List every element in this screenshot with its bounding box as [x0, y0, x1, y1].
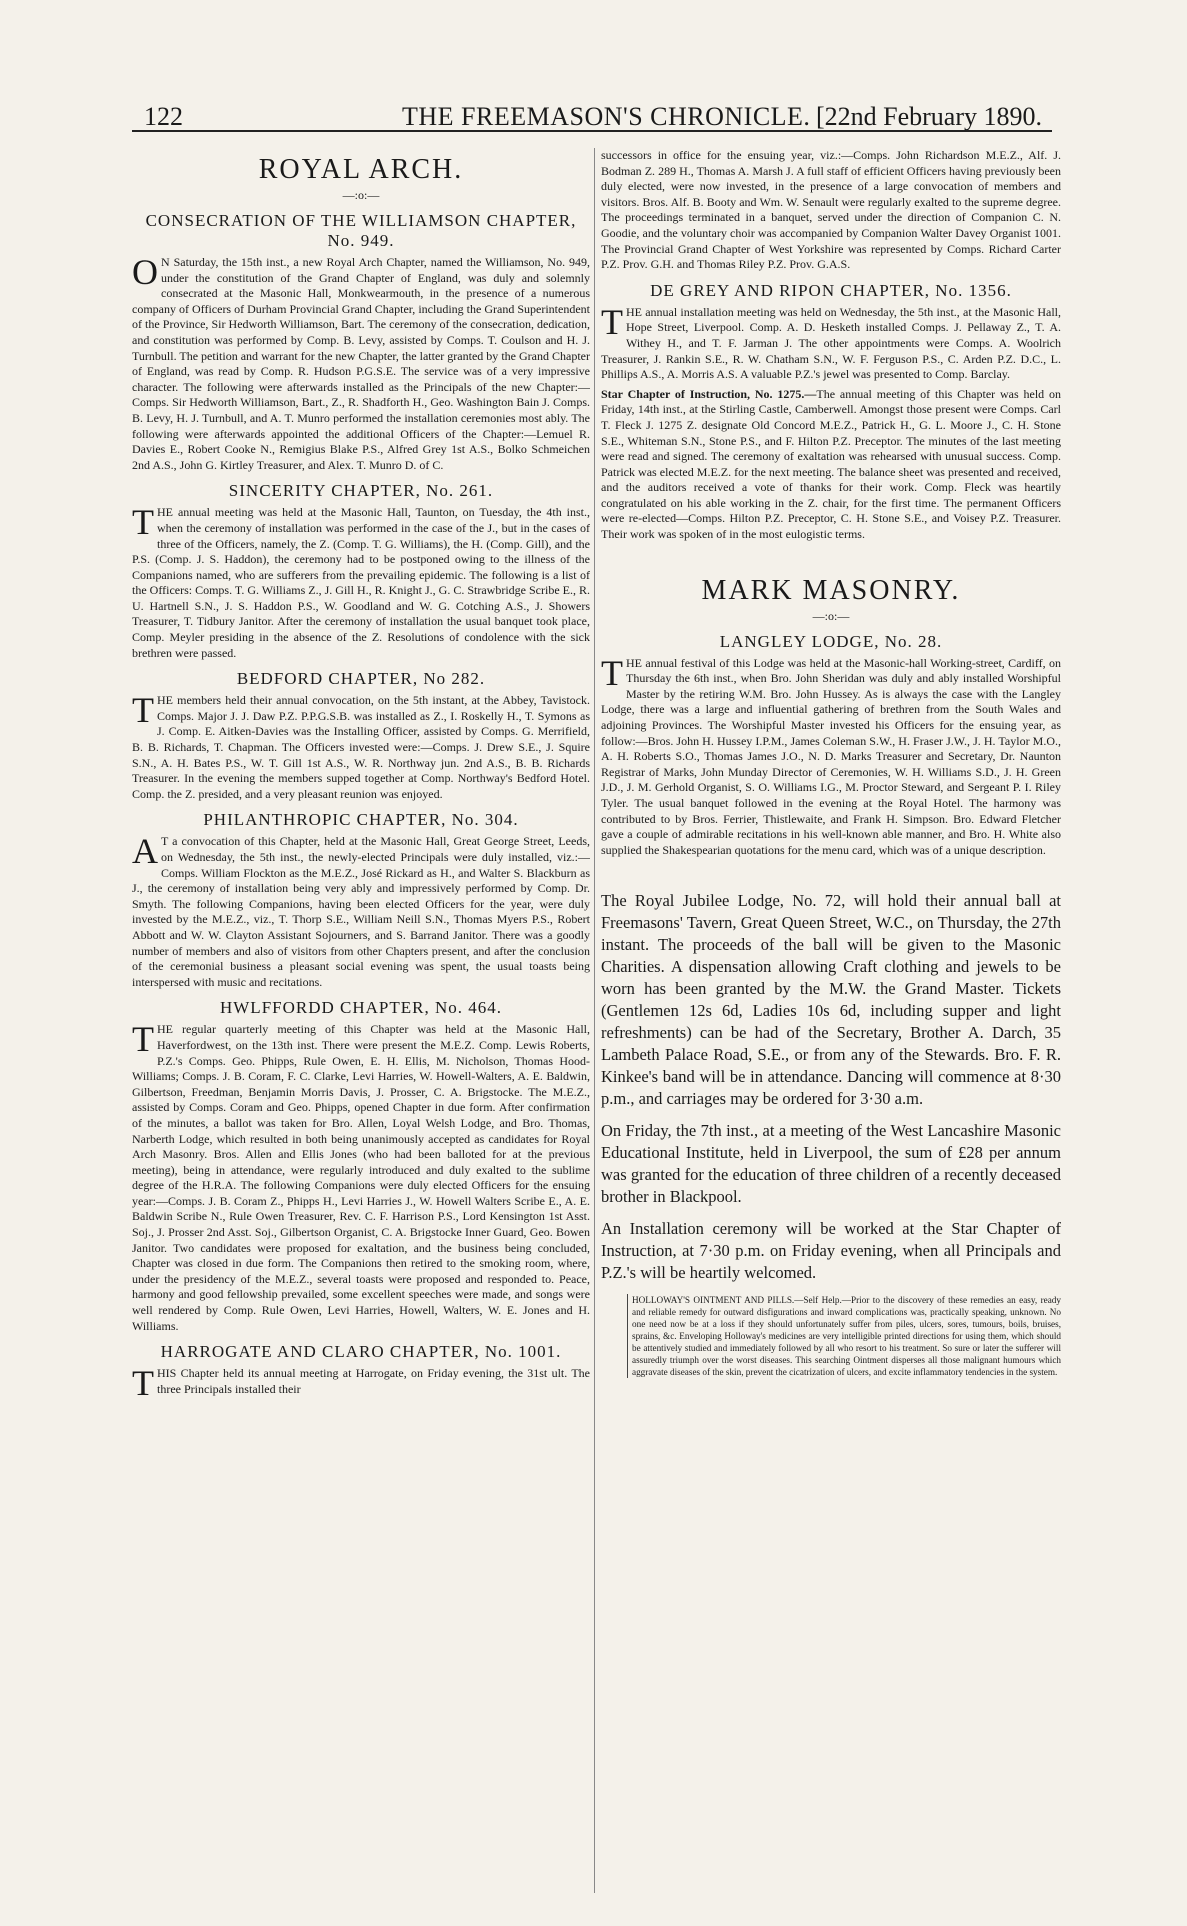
mark-masonry-heading: MARK MASONRY.	[701, 574, 961, 606]
drop-cap: T	[132, 1363, 154, 1404]
philanthropic-heading: PHILANTHROPIC CHAPTER, No. 304.	[203, 810, 519, 830]
sincerity-heading: SINCERITY CHAPTER, No. 261.	[228, 481, 494, 501]
drop-cap: T	[601, 301, 623, 342]
article-body: HE annual festival of this Lodge was held at the Masonic-hall Working-street, Cardiff, on Thursday the 6th inst., when Bro. John Sheridan was duly and ably installed Worshipful Master by the retiring W.M. Bro. John Hussey. As is always the case with the Langley Lodge, there was a large and influential gathering of brethren from the South Wales and adjoining Provinces. The Worshipful Master invested his Officers for the ensuing year, as follow:—Bros. John H. Hussey I.P.M., James Coleman S.W., H. Fraser J.W., J. H. Taylor M.O., A. H. Roberts S.O., Thomas James J.O., N. D. Marks Treasurer and Secretary, Dr. Naunton Registrar of Marks, John Munday Director of Ceremonies, W. H. Williams S.D., J. H. Green J.D., J. M. Gerhold Organist, S. O. Williams I.G., M. Proctor Steward, and Sergeant P. I. Riley Tyler. The usual banquet followed in the evening at the Royal Hotel. The harmony was contributed to by Bros. Ferrier, Thistlewaite, and Frank H. Simpson. Bro. Edward Fletcher gave a couple of admirable recitations in his well-known able manner, and Bro. H. White also supplied the Shakespearian quotations for the menu card, which was of a unique description.	[601, 655, 1061, 857]
hwlffordd-article	[132, 1019, 590, 1334]
harrogate-article	[132, 1363, 590, 1404]
bedford-heading: BEDFORD CHAPTER, No 282.	[236, 669, 486, 689]
west-lancashire-notice: On Friday, the 7th inst., at a meeting of the West Lancashire Masonic Educational Institute, held in Liverpool, the sum of £28 per annum was granted for the education of three children of a recently deceased brother in Blackpool.	[601, 1121, 1061, 1207]
holloway-advertisement: HOLLOWAY'S OINTMENT AND PILLS.—Self Help.—Prior to the discovery of these remedies an easy, ready and reliable remedy for outward disfigurations and inward complications was, practically speaking, unknown. No one need now be at a loss if they should unfortunately suffer from piles, ulcers, sores, tumours, boils, bruises, sprains, &c. Enveloping Holloway's medicines are very intelligible printed directions for using them, which should be attentively studied and immediately followed by all who resort to his treatment. So sure or later the sufferer will assuredly triumph over the worst diseases. This searching Ointment disperses all those malignant humours which aggravate diseases of the skin, prevent the cicatrization of ulcers, and excite inflammatory tendencies in the system.	[627, 1294, 1061, 1378]
hwlffordd-heading: HWLFFORDD CHAPTER, No. 464.	[219, 998, 503, 1018]
issue-date: [22nd February 1890.	[815, 102, 1042, 131]
bedford-article	[132, 690, 590, 802]
star-chapter-lead: Star Chapter of Instruction, No. 1275.—	[601, 386, 817, 401]
williamson-article	[132, 252, 590, 473]
article-body: HIS Chapter held its annual meeting at Harrogate, on Friday evening, the 31st ult. The three Principals installed their	[157, 1366, 590, 1396]
drop-cap: A	[132, 831, 158, 872]
article-body: N Saturday, the 15th inst., a new Royal Arch Chapter, named the Williamson, No. 949, under the constitution of the Grand Chapter of England, was duly and solemnly consecrated at the Masonic Hall, Monkwearmouth, in the presence of a numerous company of Officers of Durham Provincial Grand Chapter, including the Grand Superintendent of the Province, Sir Hedworth Williamson, Bart. The ceremony of the consecration, dedication, and constitution was performed by Comp. B. Levy, assisted by Comps. T. Coulson and H. J. Turnbull. The petition and warrant for the new Chapter, the latter granted by the Grand Chapter of England, was read by Comp. R. Hudson P.G.S.E. The service was of a very impressive character. The following were afterwards installed as the Principals of the new Chapter:—Comps. Sir Hedworth Williamson, Bart., Z., R. Shadforth H., Geo. Washington Bain J. Comps. B. Levy, H. J. Turnbull, and A. T. Munro performed the installation ceremonies most ably. The following were afterwards appointed the additional Officers of the Chapter:—Lemuel R. Davies E., Robert Cooke N., Remigius Blake P.S., Alfred Grey 1st A.S., Bolko Schmeichen 2nd A.S., John G. Kirtley Treasurer, and Alex. T. Munro D. of C.	[132, 255, 590, 472]
page-header	[132, 92, 1052, 132]
left-column	[132, 148, 590, 1896]
right-column	[601, 148, 1061, 1896]
williamson-heading: CONSECRATION OF THE WILLIAMSON CHAPTER, No. 949.	[145, 211, 577, 250]
drop-cap: O	[132, 252, 158, 292]
star-installation-notice: An Installation ceremony will be worked at the Star Chapter of Instruction, at 7·30 p.m. on Friday evening, when all Principals and P.Z.'s will be heartily welcomed.	[601, 1219, 1061, 1283]
langley-heading: LANGLEY LODGE, No. 28.	[719, 631, 943, 651]
degrey-article	[601, 301, 1061, 383]
harrogate-heading: HARROGATE AND CLARO CHAPTER, No. 1001.	[160, 1342, 562, 1362]
jubilee-lodge-notice: The Royal Jubilee Lodge, No. 72, will hold their annual ball at Freemasons' Tavern, Great Queen Street, W.C., on Thursday, the 27th instant. The proceeds of the ball will be given to the Masonic Charities. A dispensation allowing Craft clothing and jewels to be worn has been granted by the M.W. the Grand Master. Tickets (Gentlemen 12s 6d, Ladies 10s 6d, including supper and light refreshments) can be had of the Secretary, Brother A. Darch, 35 Lambeth Palace Road, S.E., or from any of the Stewards. Bro. F. R. Kinkee's band will be in attendance. Dancing will commence at 8·30 p.m., and carriages may be ordered for 3·30 a.m.	[601, 891, 1061, 1109]
drop-cap: T	[132, 1019, 154, 1060]
article-body: HE members held their annual convocation, on the 5th instant, at the Abbey, Tavistock. Comps. Major J. J. Daw P.Z. P.P.G.S.B. was installed as Z., I. Roskelly H., T. Symons as J. Comp. E. Aitken-Davies was the Installing Officer, assisted by Comps. G. Merrifield, B. B. Richards, T. Chapman. The Officers invested were:—Comps. J. Drew S.E., J. Squire S.N., A. H. Bates P.S., W. T. Gill 1st A.S., W. R. Northway jun. 2nd A.S., B. B. Richards Treasurer. In the evening the members supped together at Comp. Northway's Bedford Hotel. Comp. the Z. presided, and a very pleasant reunion was enjoyed.	[132, 693, 590, 801]
star-chapter-article	[601, 387, 1061, 543]
harrogate-continued: successors in office for the ensuing year, viz.:—Comps. John Richardson M.E.Z., Alf. J. Bodman Z. 289 H., Thomas A. Marsh J. A full staff of efficient Officers having previously been duly elected, were now invested, in the presence of a large convocation of members and visitors. Bros. Alf. B. Booty and Wm. W. Senault were regularly exalted to the supreme degree. The proceedings terminated in a banquet, served under the direction of Companion C. N. Goodie, and the voluntary choir was accompanied by Companion Walter Davey Organist 1001. The Provincial Grand Chapter of West Yorkshire was represented by Comps. Richard Carter P.Z. Prov. G.H. and Thomas Riley P.Z. Prov. G.A.S.	[601, 148, 1061, 272]
column-divider	[594, 148, 595, 1893]
drop-cap: T	[132, 502, 154, 543]
page-number: 122	[144, 102, 183, 131]
philanthropic-article	[132, 831, 590, 990]
ornament: —:o:—	[342, 188, 380, 202]
degrey-heading: DE GREY AND RIPON CHAPTER, No. 1356.	[650, 280, 1012, 300]
ornament: —:o:—	[812, 608, 850, 623]
article-body: HE regular quarterly meeting of this Chapter was held at the Masonic Hall, Haverfordwest, on the 13th inst. There were present the M.E.Z. Comp. Lewis Roberts, P.Z.'s Comps. Geo. Phipps, Rule Owen, E. H. Ellis, M. Nicholson, Thomas Hood-Williams; Comps. J. B. Coram, F. C. Clarke, Levi Harries, W. Howell-Walters, A. E. Baldwin, Gilbertson, Freedman, Benjamin Morris Davis, J. Prosser, C. A. Brigstocke. The M.E.Z., assisted by Comps. Coram and Geo. Phipps, opened Chapter in due form. After confirmation of the minutes, a ballot was taken for Bro. Allen, Loyal Welsh Lodge, and Bro. Thomas, Narberth Lodge, which resulted in both being unanimously accepted as candidates for Royal Arch Masonry. Bros. Allen and Ellis Jones (who had been balloted for at the previous meeting), being in attendance, were regularly introduced and duly exalted to the sublime degree of the H.R.A. The following Companions were duly elected Officers for the ensuing year:—Comps. J. B. Coram Z., Phipps H., Levi Harries J., W. Howell Walters Scribe E., A. E. Baldwin Scribe N., Rule Owen Treasurer, Rev. C. F. Harrison P.S., Lord Kensington 1st Asst. Soj., J. Prosser 2nd Asst. Soj., Gilbertson Organist, C. A. Brigstocke Inner Guard, Geo. Bowen Janitor. Two candidates were proposed for exaltation, and the business being concluded, Chapter was closed in due form. The Companions then retired to the smoking room, where, under the presidency of the M.E.Z., several toasts were proposed and responded to. Peace, harmony and good fellowship prevailed, some excellent speeches were made, and songs were well rendered by Comp. Rule Owen, Levi Harries, Howell, Walters, W. E. Jones and H. Williams.	[132, 1022, 590, 1333]
article-body: The annual meeting of this Chapter was held on Friday, 14th inst., at the Stirling Castle, Camberwell. Amongst those present were Comps. Carl T. Fleck J. 1275 Z. designate Old Concord M.E.Z., Patrick H., G. L. Moore J., C. H. Stone S.E., Whiteman S.N., Stone P.S., and F. Hilton P.Z. Preceptor. The minutes of the last meeting were read and signed. The ceremony of exaltation was rehearsed with unusual success. Comp. Patrick was elected M.E.Z. for the next meeting. The balance sheet was presented and received, and the auditors received a vote of thanks for their work. Comp. Fleck was heartily congratulated on his able working in the Z. chair, for the first time. The permanent Officers were re-elected—Comps. Hilton P.Z. Preceptor, C. H. Stone S.E., and Voisey P.Z. Treasurer. Their work was spoken of in the most eulogistic terms.	[601, 386, 1061, 542]
langley-article	[601, 652, 1061, 859]
article-body: T a convocation of this Chapter, held at the Masonic Hall, Great George Street, Leeds, on Wednesday, the 5th inst., the newly-elected Principals were duly installed, viz.:—Comps. William Flockton as the M.E.Z., José Rickard as H., and Walter S. Blackburn as J., the ceremony of installation being very ably and impressively performed by Comp. Dr. Smyth. The following Companions, having been elected Officers for the year, were duly invested by the M.E.Z., viz., T. Thorp S.E., William Neill S.N., Thomas Myers P.S., Robert Abbott and W. W. Clayton Assistant Sojourners, and S. Barrand Janitor. There was a goodly number of members and also of visitors from other Chapters present, and after the conclusion of the ceremonial business a pleasant social evening was spent, the usual toasts being interspersed with music and recitations.	[132, 834, 590, 989]
header-rule	[132, 130, 1052, 132]
publication-title: THE FREEMASON'S CHRONICLE.	[402, 102, 811, 131]
royal-arch-heading: ROYAL ARCH.	[258, 154, 464, 185]
article-body: HE annual installation meeting was held on Wednesday, the 5th inst., at the Masonic Hall, Hope Street, Liverpool. Comp. A. D. Hesketh installed Comps. J. Pellaway Z., T. A. Withey H., and T. F. Jarman J. The other appointments were Comps. A. Woolrich Treasurer, J. Rankin S.E., R. W. Chatham S.N., W. F. Ferguson P.S., C. Arden P.Z. D.C., L. Phillips A.S., A. Morris A.S. A valuable P.Z.'s jewel was presented to Comp. Barclay.	[601, 304, 1061, 382]
drop-cap: T	[132, 690, 154, 731]
sincerity-article	[132, 502, 590, 661]
drop-cap: T	[601, 652, 623, 693]
article-body: HE annual meeting was held at the Masonic Hall, Taunton, on Tuesday, the 4th inst., when the ceremony of installation was performed in the case of the J., but in the cases of three of the Officers, namely, the Z. (Comp. T. G. Williams), the H. (Comp. Gill), and the P.S. (Comp. J. S. Haddon), the ceremony had to be postponed owing to the illness of the Companions named, who are sufferers from the prevailing epidemic. The following is a list of the Officers: Comps. T. G. Williams Z., J. Gill H., R. Knight J., G. C. Strawbridge Scribe E., R. U. Hartnell S.N., J. S. Haddon P.S., W. Goodland and W. G. Cotching A.S., J. Showers Treasurer, T. Tidbury Janitor. After the ceremony of installation the usual banquet took place, Comp. Meyler presiding in the absence of the Z. Resolutions of condolence with the sick brethren were passed.	[132, 505, 590, 660]
